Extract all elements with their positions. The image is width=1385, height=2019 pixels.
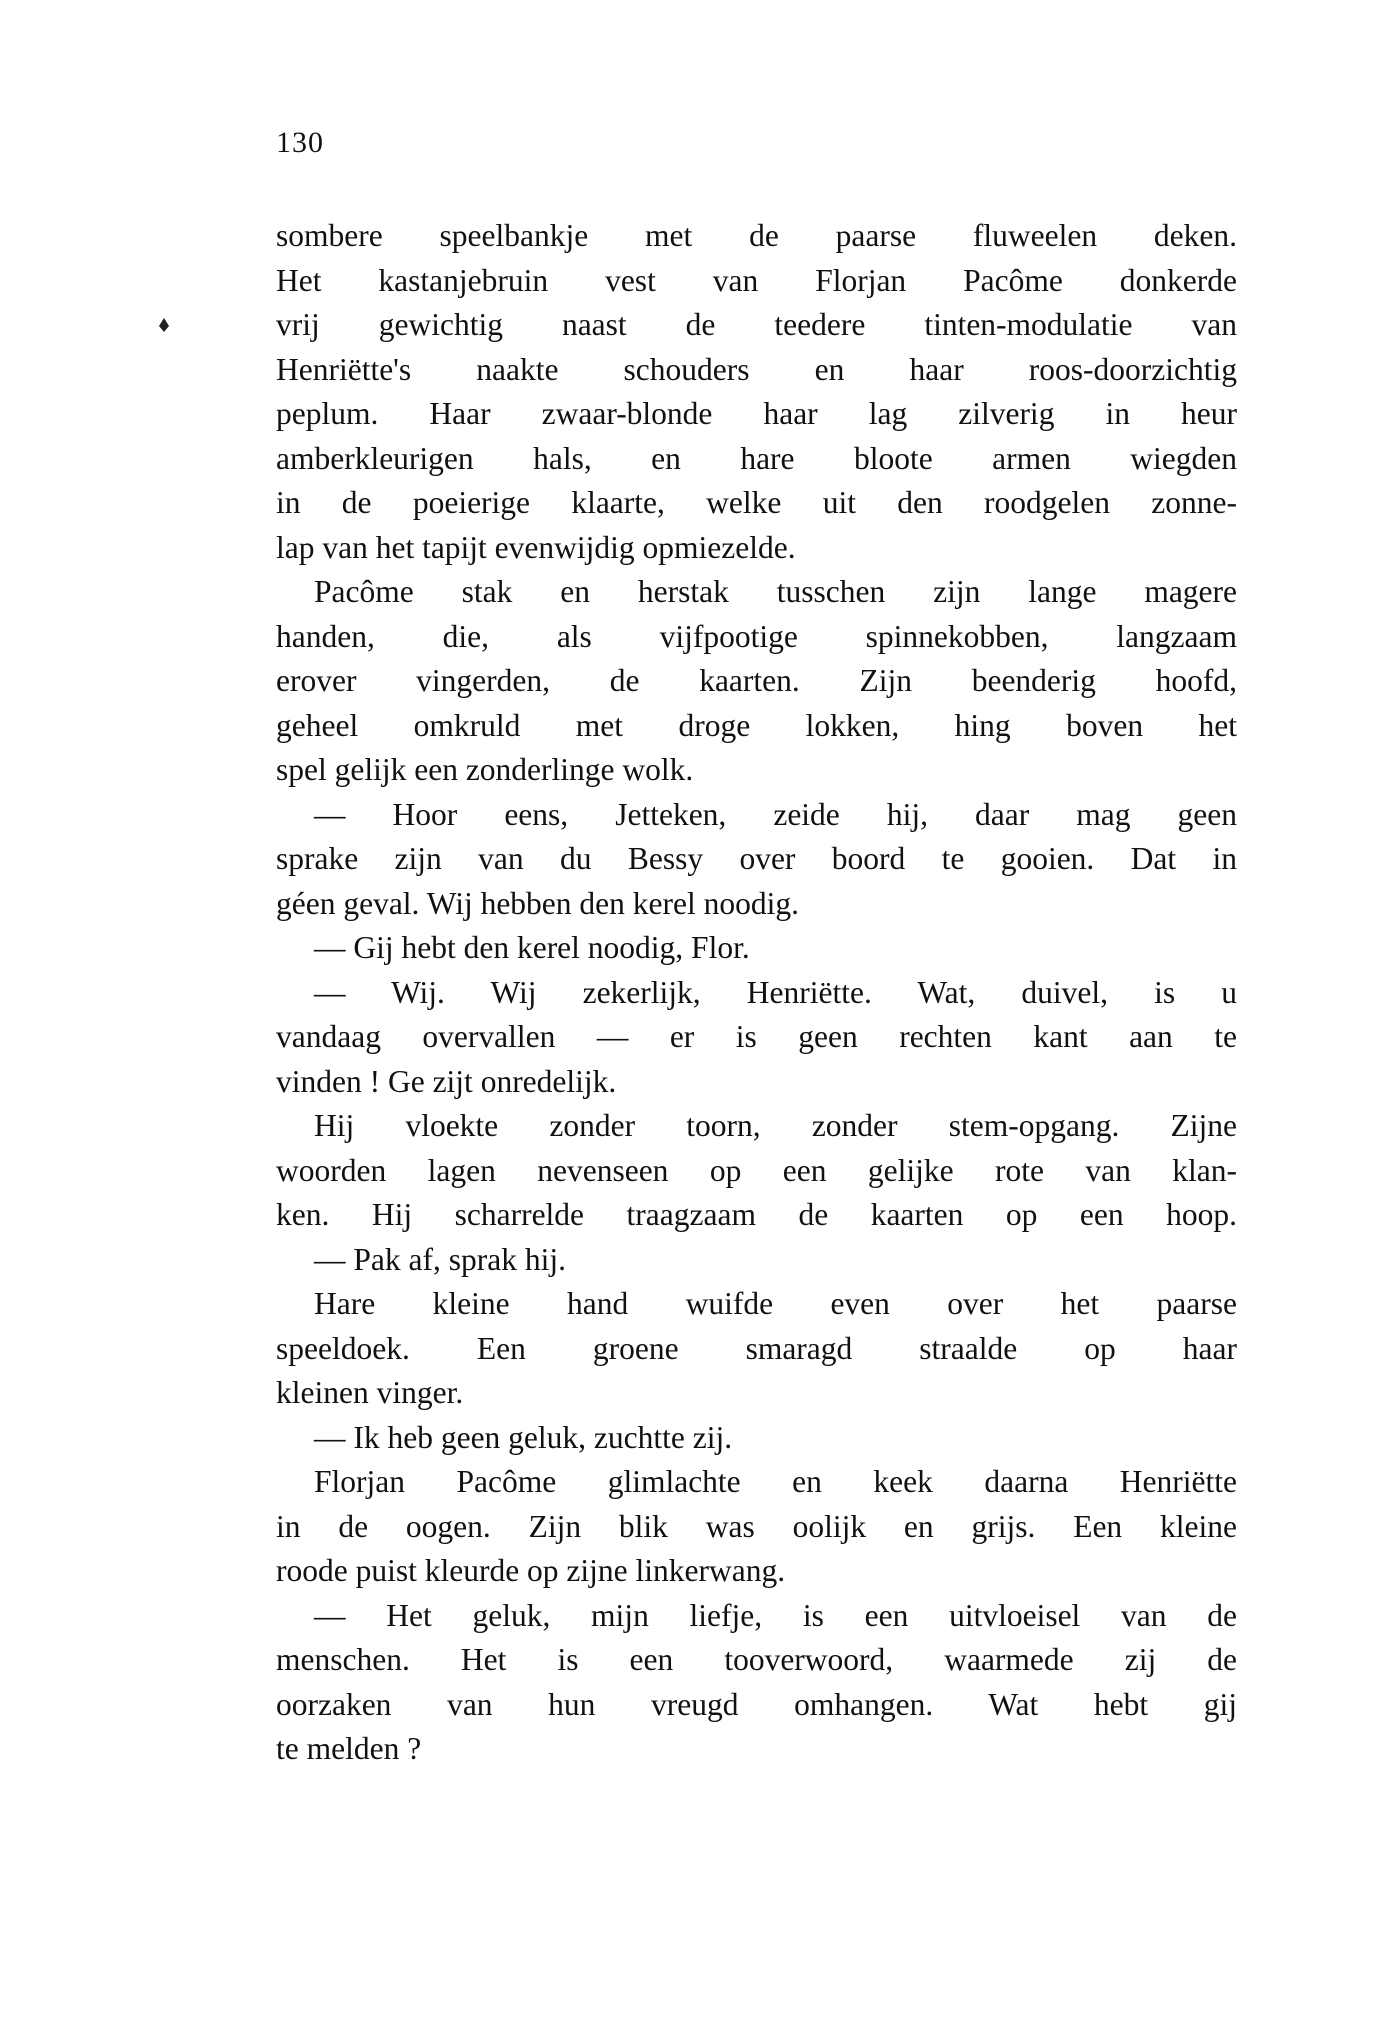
margin-mark-icon — [158, 318, 170, 332]
text-line: vandaag overvallen — er is geen rechten kant aan te — [276, 1019, 1237, 1054]
text-line: in de oogen. Zijn blik was oolijk en grijs. Een kleine — [276, 1508, 1237, 1544]
text-line: Hij vloekte zonder toorn, zonder stem-opgang. Zijne — [314, 1108, 1237, 1143]
text-line: spel gelijk een zonderlinge wolk. — [276, 752, 694, 787]
text-line: vrij gewichtig naast de teedere tinten-modulatie van — [276, 307, 1237, 342]
text-line: geheel omkruld met droge lokken, hing boven het — [276, 707, 1237, 743]
text-line: handen, die, als vijfpootige spinnekobben, langzaam — [276, 618, 1237, 654]
text-line: menschen. Het is een tooverwoord, waarmede zij de — [276, 1642, 1237, 1677]
text-line: Florjan Pacôme glimlachte en keek daarna Henriëtte — [314, 1464, 1237, 1499]
body-text — [276, 214, 1237, 1772]
text-line: Henriëtte's naakte schouders en haar roos-doorzichtig — [276, 351, 1237, 387]
text-line: in de poeierige klaarte, welke uit den roodgelen zonne- — [276, 485, 1237, 520]
text-line: ken. Hij scharrelde traagzaam de kaarten op een hoop. — [276, 1197, 1237, 1232]
text-line: amberkleurigen hals, en hare bloote armen wiegden — [276, 440, 1237, 476]
text-line: kleinen vinger. — [276, 1375, 464, 1410]
text-line: Het kastanjebruin vest van Florjan Pacôme donkerde — [276, 262, 1237, 298]
text-line: lap van het tapijt evenwijdig opmiezelde. — [276, 529, 796, 565]
text-line: erover vingerden, de kaarten. Zijn beenderig hoofd, — [276, 663, 1237, 698]
text-line: — Hoor eens, Jetteken, zeide hij, daar mag geen — [314, 796, 1237, 832]
text-line: — Gij hebt den kerel noodig, Flor. — [314, 930, 750, 965]
text-line: woorden lagen nevenseen op een gelijke rote van klan- — [276, 1152, 1237, 1188]
text-line: Hare kleine hand wuifde even over het paarse — [314, 1286, 1237, 1321]
text-line: sombere speelbankje met de paarse fluweelen deken. — [276, 218, 1237, 253]
text-line: te melden ? — [276, 1731, 422, 1766]
text-line: — Wij. Wij zekerlijk, Henriëtte. Wat, duivel, is u — [314, 974, 1237, 1010]
page-number: 130 — [276, 126, 324, 159]
text-line: peplum. Haar zwaar-blonde haar lag zilverig in heur — [276, 396, 1237, 431]
text-line: vinden ! Ge zijt onredelijk. — [276, 1063, 617, 1099]
text-line: sprake zijn van du Bessy over boord te gooien. Dat in — [276, 841, 1237, 876]
text-line: — Het geluk, mijn liefje, is een uitvloeisel van de — [314, 1597, 1237, 1633]
text-line: — Ik heb geen geluk, zuchtte zij. — [314, 1419, 733, 1455]
text-line: speeldoek. Een groene smaragd straalde op haar — [276, 1330, 1237, 1366]
text-line: roode puist kleurde op zijne linkerwang. — [276, 1553, 786, 1588]
text-line: Pacôme stak en herstak tusschen zijn lange magere — [314, 574, 1237, 609]
text-line: — Pak af, sprak hij. — [314, 1241, 566, 1277]
text-line: oorzaken van hun vreugd omhangen. Wat hebt gij — [276, 1686, 1237, 1722]
text-line: géen geval. Wij hebben den kerel noodig. — [276, 885, 799, 921]
